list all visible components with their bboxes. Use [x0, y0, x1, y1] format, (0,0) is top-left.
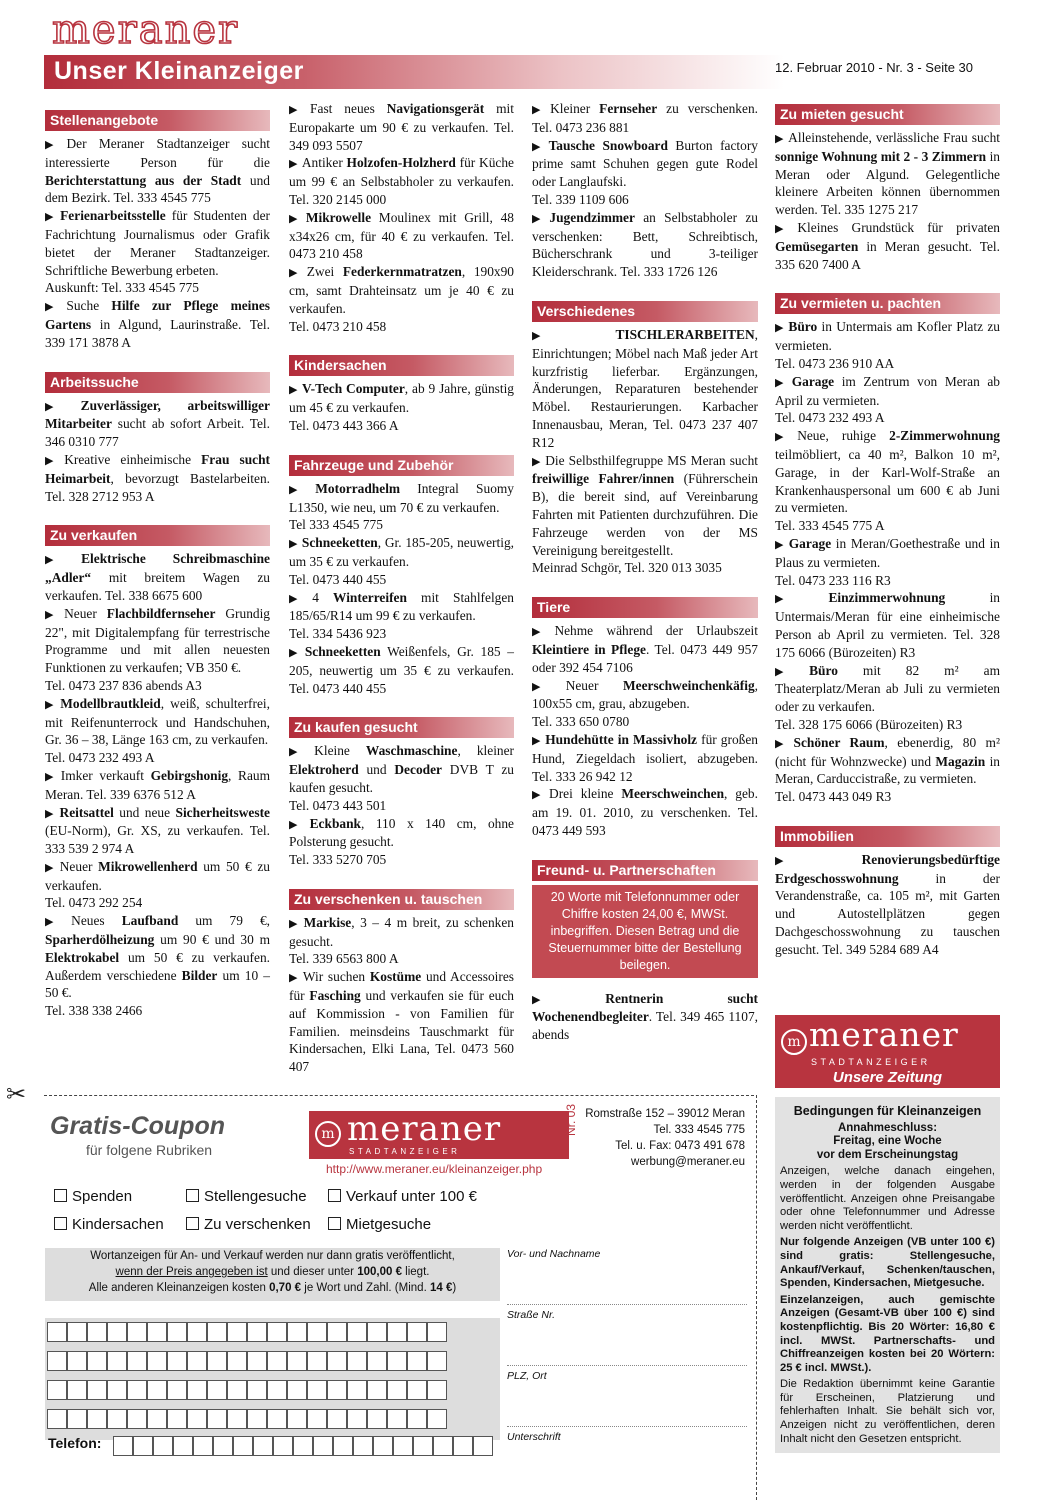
grid-cell[interactable]: [87, 1351, 107, 1371]
publisher-address: Romstraße 152 – 39012 Meran Tel. 333 4545 775 Tel. u. Fax: 0473 491 678 werbung@meraner.eu: [585, 1108, 745, 1168]
grid-cell[interactable]: [107, 1322, 127, 1342]
classified-ad: ▶ Rentnerin sucht Wochenendbegleiter. Tel. 349 465 1107, abends: [532, 990, 758, 1043]
grid-cell[interactable]: [207, 1409, 227, 1429]
classified-ad: ▶ Neue, ruhige 2-Zimmerwohnung teilmöbliert, ca 40 m², Balkon 10 m², Garage, in der Karl-Wolf-Straße an Krankenhauspersonal um 600 € ab Juni zu vermieten. Tel. 333 4545 775 A: [775, 428, 1000, 534]
classified-ad: ▶ Neuer Meerschweinchenkäfig, 100x55 cm, grau, abzugeben. Tel. 333 650 0780: [532, 677, 758, 730]
triangle-bullet-icon: ▶: [45, 915, 68, 929]
triangle-bullet-icon: ▶: [45, 300, 63, 314]
classified-ad: ▶ Kleine Waschmaschine, kleiner Elektroherd und Decoder DVB T zu kaufen gesucht. Tel. 0473 443 501: [289, 743, 515, 813]
classified-ad: ▶ Neuer Flachbildfernseher Grundig 22", mit Digitalempfang für terrestrische Programme und mit allen neuesten Funktionen zu verkaufen; VB 350 €. Tel. 0473 237 836 abends A3: [45, 605, 270, 693]
section-heading: Kindersachen: [289, 355, 514, 376]
grid-cell[interactable]: [293, 1436, 313, 1456]
grid-row: [45, 1436, 500, 1458]
grid-cell[interactable]: [433, 1436, 453, 1456]
grid-cell[interactable]: [147, 1409, 167, 1429]
triangle-bullet-icon: ▶: [775, 321, 785, 335]
grid-cell[interactable]: [67, 1322, 87, 1342]
grid-cell[interactable]: [267, 1322, 287, 1342]
triangle-bullet-icon: ▶: [532, 454, 542, 468]
grid-cell[interactable]: [107, 1409, 127, 1429]
grid-row: [45, 1380, 500, 1402]
triangle-bullet-icon: ▶: [532, 679, 562, 693]
classified-ad: ▶ Kleiner Fernseher zu verschenken. Tel. 0473 236 881: [532, 101, 758, 135]
grid-cell[interactable]: [407, 1380, 427, 1400]
grid-cell[interactable]: [367, 1409, 387, 1429]
grid-cell[interactable]: [253, 1436, 273, 1456]
grid-cell[interactable]: [347, 1380, 367, 1400]
grid-cell[interactable]: [107, 1380, 127, 1400]
checkbox-stellengesuche[interactable]: Stellengesuche: [186, 1188, 307, 1205]
section-heading: Zu verschenken u. tauschen: [289, 889, 514, 910]
triangle-bullet-icon: ▶: [45, 399, 77, 413]
issue-info: 12. Februar 2010 - Nr. 3 - Seite 30: [775, 60, 973, 75]
triangle-bullet-icon: ▶: [45, 860, 56, 874]
triangle-bullet-icon: ▶: [289, 537, 298, 551]
grid-cell[interactable]: [47, 1322, 67, 1342]
checkbox-verkauf[interactable]: Verkauf unter 100 €: [328, 1188, 477, 1205]
grid-cell[interactable]: [307, 1380, 327, 1400]
logo-subtitle: STADTANZEIGER: [349, 1147, 461, 1156]
coupon-terms-note: Wortanzeigen für An- und Verkauf werden nur dann gratis veröffentlicht, wenn der Preis angegeben ist und dieser unter 100,00 € liegt. Alle anderen Kleinanzeigen kosten 0,70 € je Wort und Zahl. (Mind. 14 €): [45, 1248, 500, 1301]
grid-cell[interactable]: [47, 1351, 67, 1371]
triangle-bullet-icon: ▶: [532, 328, 612, 342]
triangle-bullet-icon: ▶: [775, 664, 806, 678]
classified-ad: ▶ Nehme während der Urlaubszeit Kleintiere in Pflege. Tel. 0473 449 957 oder 392 454 7106: [532, 623, 758, 675]
triangle-bullet-icon: ▶: [289, 817, 306, 831]
section-heading: Verschiedenes: [532, 301, 758, 322]
grid-cell[interactable]: [153, 1436, 173, 1456]
grid-cell[interactable]: [113, 1436, 133, 1456]
grid-cell[interactable]: [47, 1380, 67, 1400]
grid-cell[interactable]: [207, 1322, 227, 1342]
grid-cell[interactable]: [353, 1436, 373, 1456]
triangle-bullet-icon: ▶: [289, 916, 300, 930]
grid-cell[interactable]: [167, 1351, 187, 1371]
classified-ad: ▶ Ferienarbeitsstelle für Studenten der Fachrichtung Journalismus oder Grafik bietet der Meraner Stadtanzeiger. Schriftliche Bewerbung erbeten. Auskunft: Tel. 333 4545 775: [45, 208, 271, 296]
section-heading: Arbeitssuche: [45, 372, 270, 393]
checkbox-mietgesuche[interactable]: Mietgesuche: [328, 1216, 431, 1233]
grid-cell[interactable]: [247, 1322, 267, 1342]
grid-cell[interactable]: [167, 1409, 187, 1429]
triangle-bullet-icon: ▶: [289, 645, 301, 659]
grid-cell[interactable]: [327, 1409, 347, 1429]
classified-ad: ▶ Einzimmerwohnung in Untermais/Meran für eine einheimische Person ab April zu vermieten. Tel. 328 175 6066 (Bürozeiten) R3: [775, 590, 1000, 660]
section-heading: Fahrzeuge und Zubehör: [289, 455, 514, 476]
classified-ad: ▶ Mikrowelle Moulinex mit Grill, 48 x34x26 cm, für 40 € zu verkaufen. Tel. 0473 210 458: [289, 209, 514, 262]
grid-cell[interactable]: [227, 1322, 247, 1342]
triangle-bullet-icon: ▶: [775, 375, 788, 389]
classified-ad: ▶ Garage in Meran/Goethestraße und in Plaus zu vermieten. Tel. 0473 233 116 R3: [775, 535, 1000, 588]
grid-cell[interactable]: [473, 1436, 493, 1456]
classified-ad: ▶ TISCHLERARBEITEN, Einrichtungen; Möbel nach Maß jeder Art kurzfristig lieferbar. Ergänzungen, Änderungen, Reparaturen bestehender Möbel. Restaurierungen. Karbacher Innenausbau, Meran, Tel. 0473 237 407 R12: [532, 326, 758, 450]
triangle-bullet-icon: ▶: [289, 482, 312, 496]
section-heading: Tiere: [532, 597, 758, 618]
checkbox-kindersachen[interactable]: Kindersachen: [54, 1216, 164, 1233]
grid-cell[interactable]: [47, 1409, 67, 1429]
coupon-logo: [309, 1103, 578, 1159]
triangle-bullet-icon: ▶: [45, 806, 56, 820]
conditions-box: Bedingungen für Kleinanzeigen Annahmeschluss: Freitag, eine Woche vor dem Erscheinungstag Anzeigen, welche danach eingehen, werden in der folgenden Ausgabe veröffentlicht. Anzeigen ohne Preisangabe oder ohne Telefonnummer und Adresse werden nicht veröffentlicht. Nur folgende Anzeigen (VB unter 100 €) sind gratis: Stellengesuche, Ankauf/Verkauf, Schenken/tauschen, Spenden, Kindersachen, Mietgesuche. Einzelanzeigen, auch gemischte Anzeigen (Gesamt-VB über 100 €) sind kostenpflichtig. Bis 20 Wörter: 16,80 € incl. MWSt. Partnerschafts- und Chiffreanzeigen kosten bei 20 Wörtern: 25 € incl. MWSt.). Die Redaktion übernimmt keine Garantie für Erscheinen, Platzierung und fehlerhaften Inhalt. Sie behält sich vor, Anzeigen nicht zu veröffentlichen, deren Inhalt nicht den Gesetzen entspricht.: [775, 1097, 1000, 1453]
grid-cell[interactable]: [413, 1436, 433, 1456]
grid-cell[interactable]: [207, 1351, 227, 1371]
m-logo-icon: m: [315, 1121, 341, 1147]
grid-cell[interactable]: [87, 1380, 107, 1400]
grid-cell[interactable]: [427, 1322, 447, 1342]
classified-ad: ▶ Suche Hilfe zur Pflege meines Gartens in Algund, Laurinstraße. Tel. 339 171 3878 A: [45, 298, 270, 350]
classified-ad: ▶ Büro mit 82 m² am Theaterplatz/Meran ab Juli zu vermieten oder zu verkaufen. Tel. 328 175 6066 (Bürozeiten) R3: [775, 662, 1000, 732]
grid-row: [45, 1409, 500, 1431]
column-3: [532, 100, 758, 1044]
cut-line: [44, 1095, 754, 1096]
grid-cell[interactable]: [227, 1351, 247, 1371]
scissors-icon: ✂: [6, 1080, 27, 1108]
triangle-bullet-icon: ▶: [775, 853, 858, 867]
coupon-url[interactable]: http://www.meraner.eu/kleinanzeiger.php: [326, 1162, 543, 1176]
classified-ad: ▶ Imker verkauft Gebirgshonig, Raum Meran. Tel. 339 6376 512 A: [45, 767, 271, 802]
grid-cell[interactable]: [187, 1409, 207, 1429]
grid-cell[interactable]: [213, 1436, 233, 1456]
grid-cell[interactable]: [307, 1409, 327, 1429]
grid-cell[interactable]: [147, 1380, 167, 1400]
classified-ad: ▶ Büro in Untermais am Kofler Platz zu vermieten. Tel. 0473 236 910 AA: [775, 319, 1000, 371]
grid-cell[interactable]: [387, 1380, 407, 1400]
triangle-bullet-icon: ▶: [532, 103, 547, 116]
grid-cell[interactable]: [87, 1409, 107, 1429]
checkbox-spenden[interactable]: Spenden: [54, 1188, 132, 1205]
classified-ad: ▶ Jugendzimmer an Selbstabholer zu verschenken: Bett, Schreibtisch, Bücherschrank und 3-teiliger Kleiderschrank. Tel. 333 1726 126: [532, 209, 758, 280]
grid-cell[interactable]: [367, 1380, 387, 1400]
classified-ad: ▶ Fast neues Navigationsgerät mit Europakarte um 90 € zu verkaufen. Tel. 349 093 5507: [289, 101, 514, 153]
section-heading: Zu verkaufen: [45, 525, 270, 546]
triangle-bullet-icon: ▶: [289, 211, 302, 225]
triangle-bullet-icon: ▶: [45, 697, 57, 711]
grid-cell[interactable]: [347, 1322, 367, 1342]
grid-cell[interactable]: [133, 1436, 153, 1456]
cut-line-vertical: [756, 1095, 757, 1500]
m-logo-icon: m: [781, 1029, 807, 1055]
grid-cell[interactable]: [87, 1322, 107, 1342]
classified-ad: ▶ Schneeketten Weißenfels, Gr. 185 – 205, neuwertig um 35 € zu verkaufen. Tel. 0473 440 455: [289, 643, 514, 696]
grid-cell[interactable]: [267, 1351, 287, 1371]
triangle-bullet-icon: ▶: [45, 769, 57, 783]
classified-ad: ▶ Drei kleine Meerschweinchen, geb. am 19. 01. 2010, zu verschenken. Tel. 0473 449 593: [532, 786, 758, 838]
coupon-subtitle: für folgene Rubriken: [86, 1142, 213, 1158]
grid-cell[interactable]: [273, 1436, 293, 1456]
grid-cell[interactable]: [367, 1322, 387, 1342]
conditions-text: Nur folgende Anzeigen (VB unter 100 €) sind gratis: Stellengesuche, Ankauf/Verkauf, Schenken/tauschen, Spenden, Kindersachen, Mietgesuche.: [780, 1236, 995, 1290]
triangle-bullet-icon: ▶: [775, 537, 785, 551]
triangle-bullet-icon: ▶: [289, 591, 309, 605]
grid-cell[interactable]: [127, 1351, 147, 1371]
signature-field[interactable]: Unterschrift: [507, 1431, 561, 1443]
grid-cell[interactable]: [313, 1436, 333, 1456]
classified-ad: ▶ Wir suchen Kostüme und Accessoires für Fasching und verkaufen sie für euch auf Kommission - von Familien für Familien. meinsdeins Tauschmarkt für Kindersachen, Elki Lana, Tel. 0473 560 407: [289, 969, 514, 1075]
grid-cell[interactable]: [267, 1409, 287, 1429]
name-field[interactable]: Vor- und Nachname: [507, 1248, 747, 1305]
logo-wordmark: meraner: [809, 1015, 959, 1054]
grid-cell[interactable]: [333, 1436, 353, 1456]
grid-cell[interactable]: [67, 1380, 87, 1400]
grid-cell[interactable]: [187, 1380, 207, 1400]
triangle-bullet-icon: ▶: [289, 103, 307, 116]
triangle-bullet-icon: ▶: [45, 138, 63, 151]
logo-slogan: Unsere Zeitung: [832, 1069, 943, 1086]
grid-cell[interactable]: [327, 1322, 347, 1342]
grid-cell[interactable]: [167, 1380, 187, 1400]
grid-cell[interactable]: [167, 1322, 187, 1342]
grid-cell[interactable]: [387, 1322, 407, 1342]
section-heading: Freund- u. Partnerschaften: [532, 860, 758, 881]
classified-ad: ▶ Garage im Zentrum von Meran ab April zu vermieten. Tel. 0473 232 493 A: [775, 373, 1001, 426]
classified-ad: ▶ Modellbrautkleid, weiß, schulterfrei, mit Reifenunterrock und Handschuhen, Gr. 36 – 38, Länge 163 cm, zu verkaufen. Tel. 0473 232 493 A: [45, 695, 270, 766]
column-2: [289, 100, 514, 1076]
classified-ad: ▶ V-Tech Computer, ab 9 Jahre, günstig um 45 € zu verkaufen. Tel. 0473 443 366 A: [289, 381, 514, 433]
logo-wordmark: meraner: [347, 1109, 502, 1149]
column-4: [775, 104, 1000, 959]
grid-cell[interactable]: [307, 1322, 327, 1342]
classified-ad: ▶ 4 Winterreifen mit Stahlfelgen 185/65/R14 um 99 € zu verkaufen. Tel. 334 5436 923: [289, 589, 514, 642]
grid-cell[interactable]: [347, 1409, 367, 1429]
grid-cell[interactable]: [427, 1380, 447, 1400]
classified-ad: ▶ Die Selbsthilfegruppe MS Meran sucht freiwillige Fahrer/innen (Führerschein B), die bereit sind, auf Vereinbarung Fahrten mit Patienten durchzuführen. Die Fahrzeuge werden von der MS Vereinigung bereitgestellt. Meinrad Schgör, Tel. 320 013 3035: [532, 452, 758, 576]
triangle-bullet-icon: ▶: [289, 971, 299, 985]
classified-ad: ▶ Renovierungsbedürftige Erdgeschosswohnung in der Verandenstraße, ca. 105 m², mit Garten und Autostellplätzen gegen Dachgeschosswohnung zu tauschen gesucht. Tel. 349 5284 689 A4: [775, 851, 1000, 957]
grid-cell[interactable]: [287, 1351, 307, 1371]
grid-cell[interactable]: [287, 1380, 307, 1400]
classified-ad: ▶ Hundehütte in Massivholz für großen Hund, Ziegeldach isoliert, abzugeben. Tel. 333 26 942 12: [532, 731, 758, 784]
triangle-bullet-icon: ▶: [532, 211, 546, 225]
grid-cell[interactable]: [187, 1351, 207, 1371]
grid-cell[interactable]: [387, 1351, 407, 1371]
page-title-bar: [44, 55, 784, 89]
classified-ad: ▶ Motorradhelm Integral Suomy L1350, wie neu, um 70 € zu verkaufen. Tel 333 4545 775: [289, 480, 514, 533]
section-heading: Immobilien: [775, 826, 1000, 847]
grid-cell[interactable]: [407, 1409, 427, 1429]
triangle-bullet-icon: ▶: [532, 992, 602, 1006]
conditions-title: Bedingungen für Kleinanzeigen: [793, 1104, 982, 1118]
grid-cell[interactable]: [427, 1351, 447, 1371]
section-heading: Stellenangebote: [45, 110, 270, 131]
grid-cell[interactable]: [193, 1436, 213, 1456]
grid-cell[interactable]: [393, 1436, 413, 1456]
triangle-bullet-icon: ▶: [775, 592, 825, 606]
page-title: Unser Kleinanzeiger: [54, 57, 304, 85]
grid-cell[interactable]: [407, 1351, 427, 1371]
classified-ad: ▶ Zwei Federkernmatratzen, 190x90 cm, samt Drahteinsatz um je 40 € zu verkaufen. Tel. 0473 210 458: [289, 264, 514, 334]
column-1: [45, 110, 270, 1020]
triangle-bullet-icon: ▶: [775, 736, 790, 750]
grid-cell[interactable]: [173, 1436, 193, 1456]
grid-cell[interactable]: [373, 1436, 393, 1456]
masthead-brand: meraner: [52, 7, 240, 53]
grid-row: [45, 1322, 500, 1344]
checkbox-verschenken[interactable]: Zu verschenken: [186, 1216, 311, 1233]
grid-cell[interactable]: [187, 1322, 207, 1342]
triangle-bullet-icon: ▶: [45, 453, 61, 467]
street-field[interactable]: Straße Nr.: [507, 1309, 747, 1366]
grid-cell[interactable]: [127, 1409, 147, 1429]
classified-ad: ▶ Schöner Raum, ebenerdig, 80 m² (nicht für Wohnzwecke) und Magazin in Meran, Carduccistraße, zu vermieten. Tel. 0473 443 049 R3: [775, 734, 1000, 805]
classified-ad: ▶ Elektrische Schreibmaschine „Adler“ mit breitem Wagen zu verkaufen. Tel. 338 6675 600: [45, 551, 270, 603]
triangle-bullet-icon: ▶: [775, 430, 794, 444]
classified-ad: ▶ Kleines Grundstück für privaten Gemüsegarten in Meran gesucht. Tel. 335 620 7400 A: [775, 219, 1000, 272]
classified-ad: ▶ Neues Laufband um 79 €, Sparherdölheizung um 90 € und 30 m Elektrokabel um 50 € zu verkaufen. Außerdem verschiedene Bilder um 10 – 50 €. Tel. 338 338 2466: [45, 913, 270, 1019]
triangle-bullet-icon: ▶: [532, 788, 546, 802]
partner-ad-pricing-box: 20 Worte mit Telefonnummer oder Chiffre kosten 24,00 €, MWSt. inbegriffen. Diesen Betrag und die Steuernummer bitte der Bestellung beilegen.: [532, 885, 758, 978]
grid-cell[interactable]: [67, 1409, 87, 1429]
grid-cell[interactable]: [367, 1351, 387, 1371]
classified-ad: ▶ Alleinstehende, verlässliche Frau sucht sonnige Wohnung mit 2 - 3 Zimmern in Meran oder Algund. Gelegentliche kleinere Arbeiten können übernommen werden. Tel. 335 1275 217: [775, 130, 1000, 218]
grid-cell[interactable]: [127, 1380, 147, 1400]
classified-ad: ▶ Neuer Mikrowellenherd um 50 € zu verkaufen. Tel. 0473 292 254: [45, 858, 270, 911]
triangle-bullet-icon: ▶: [45, 210, 57, 224]
grid-cell[interactable]: [247, 1351, 267, 1371]
classified-ad: ▶ Schneeketten, Gr. 185-205, neuwertig, um 35 € zu verkaufen. Tel. 0473 440 455: [289, 535, 514, 587]
city-field[interactable]: PLZ, Ort: [507, 1370, 747, 1427]
triangle-bullet-icon: ▶: [532, 139, 545, 153]
grid-cell[interactable]: [427, 1409, 447, 1429]
grid-cell[interactable]: [307, 1351, 327, 1371]
classified-ad: ▶ Kreative einheimische Frau sucht Heimarbeit, bevorzugt Bastelarbeiten. Tel. 328 2712 953 A: [45, 451, 270, 504]
grid-cell[interactable]: [147, 1351, 167, 1371]
triangle-bullet-icon: ▶: [532, 733, 542, 747]
classified-ad: ▶ Antiker Holzofen-Holzherd für Küche um 99 € an Selbstabholer zu verkaufen. Tel. 320 2145 000: [289, 155, 514, 207]
classified-ad: ▶ Der Meraner Stadtanzeiger sucht interessierte Person für die Berichterstattung aus der Stadt und dem Bezirk. Tel. 333 4545 775: [45, 136, 270, 206]
triangle-bullet-icon: ▶: [289, 157, 298, 171]
grid-cell[interactable]: [227, 1380, 247, 1400]
triangle-bullet-icon: ▶: [45, 553, 78, 567]
grid-cell[interactable]: [227, 1409, 247, 1429]
triangle-bullet-icon: ▶: [289, 383, 298, 397]
triangle-bullet-icon: ▶: [45, 607, 61, 621]
conditions-text: Anzeigen, welche danach eingehen, werden in der folgenden Ausgabe veröffentlicht. Anzeigen ohne Preisangabe oder ohne Telefonnummer und Adresse werden nicht veröffentlicht.: [780, 1165, 995, 1232]
grid-cell[interactable]: [233, 1436, 253, 1456]
grid-cell[interactable]: [327, 1351, 347, 1371]
grid-cell[interactable]: [327, 1380, 347, 1400]
classified-ad: ▶ Eckbank, 110 x 140 cm, ohne Polsterung gesucht. Tel. 333 5270 705: [289, 815, 514, 868]
grid-cell[interactable]: [287, 1322, 307, 1342]
logo-subtitle: STADTANZEIGER: [811, 1057, 931, 1067]
triangle-bullet-icon: ▶: [775, 221, 794, 235]
grid-cell[interactable]: [347, 1351, 367, 1371]
grid-cell[interactable]: [387, 1409, 407, 1429]
classified-ad: ▶ Markise, 3 – 4 m breit, zu schenken gesucht. Tel. 339 6563 800 A: [289, 914, 514, 967]
coupon-title: Gratis-Coupon: [50, 1112, 225, 1140]
grid-cell[interactable]: [107, 1351, 127, 1371]
conditions-text: Einzelanzeigen, auch gemischte Anzeigen (Gesamt-VB über 100 €) sind kostenpflichtig. Bis 20 Wörter: 16,80 € incl. MWSt. Partnerschafts- und Chiffreanzeigen kosten bei 20 Wörtern: 25 € incl. MWSt.).: [780, 1293, 995, 1374]
grid-cell[interactable]: [207, 1380, 227, 1400]
triangle-bullet-icon: ▶: [775, 132, 785, 145]
grid-cell[interactable]: [407, 1322, 427, 1342]
triangle-bullet-icon: ▶: [289, 745, 311, 759]
triangle-bullet-icon: ▶: [289, 266, 303, 280]
conditions-text: Die Redaktion übernimmt keine Garantie für Erscheinen, Platzierung und fehlerhaften Inhalt. Sie behält sich vor, Anzeigen nicht zu veröffentlichen, deren Inhalt nicht den Gesetzen entspricht.: [780, 1378, 995, 1445]
grid-cell[interactable]: [287, 1409, 307, 1429]
meraner-logo: [775, 1015, 1000, 1088]
grid-cell[interactable]: [67, 1351, 87, 1371]
grid-cell[interactable]: [127, 1322, 147, 1342]
grid-cell[interactable]: [453, 1436, 473, 1456]
grid-cell[interactable]: [247, 1409, 267, 1429]
telefon-label: Telefon:: [48, 1435, 102, 1451]
section-heading: Zu vermieten u. pachten: [775, 293, 1000, 314]
grid-cell[interactable]: [247, 1380, 267, 1400]
triangle-bullet-icon: ▶: [532, 625, 551, 639]
classified-ad: ▶ Tausche Snowboard Burton factory prime samt Schuhen gegen gute Rodel oder Langlaufski. Tel. 339 1109 606: [532, 137, 759, 207]
grid-cell[interactable]: [147, 1322, 167, 1342]
section-heading: Zu mieten gesucht: [775, 104, 1000, 125]
classified-ad: ▶ Reitsattel und neue Sicherheitsweste (EU-Norm), Gr. XS, zu verkaufen. Tel. 333 539 2 974 A: [45, 804, 270, 857]
section-heading: Zu kaufen gesucht: [289, 717, 514, 738]
issue-number: Nr. 03: [563, 1103, 578, 1137]
grid-row: [45, 1351, 500, 1373]
grid-cell[interactable]: [267, 1380, 287, 1400]
classified-ad: ▶ Zuverlässiger, arbeitswilliger Mitarbeiter sucht ab sofort Arbeit. Tel. 346 0310 777: [45, 397, 270, 450]
